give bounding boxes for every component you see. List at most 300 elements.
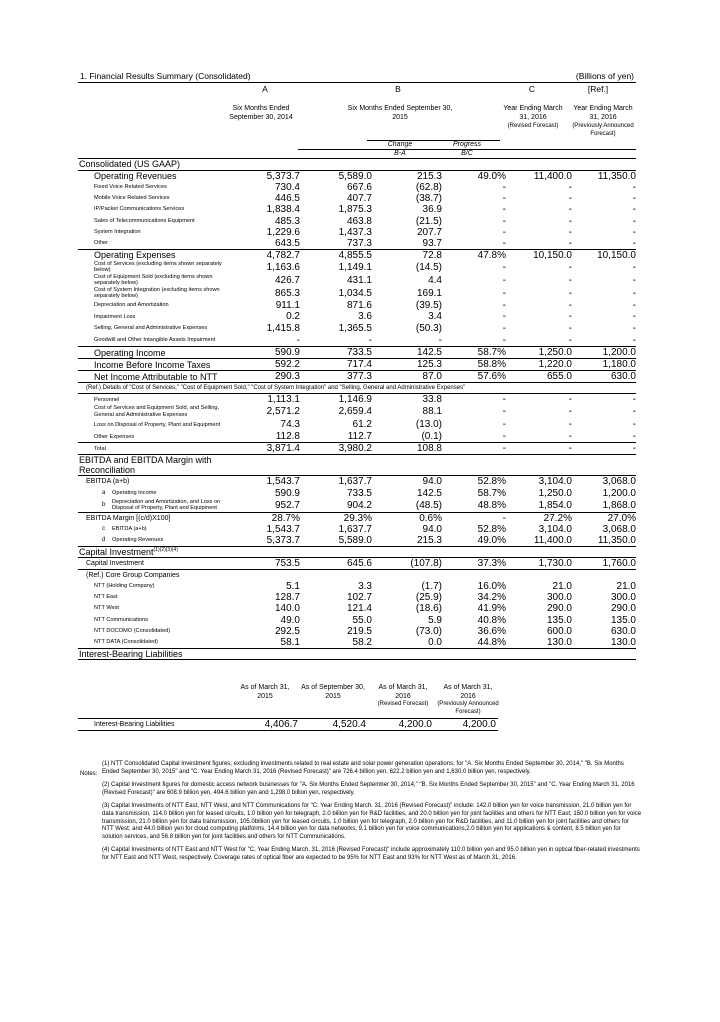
cell-value: 446.5: [274, 192, 300, 204]
ibl-col3-header: As of March 31, 2016: [378, 684, 428, 700]
cell-value: [300, 455, 372, 476]
notes-label: Notes:: [80, 771, 98, 777]
table-row: [78, 557, 636, 569]
table-row: [78, 418, 636, 431]
row-label-text: NTT (Holding Company): [94, 582, 155, 589]
cell-value: -: [568, 300, 572, 312]
cell-value: 215.3: [372, 170, 442, 182]
row-label-text: EBITDA and EBITDA Margin with Reconciliation: [79, 455, 212, 476]
cell-value: 3,068.0: [572, 476, 636, 488]
table-row: [78, 524, 636, 535]
cell-value: -: [568, 287, 572, 299]
cell-value: 3,980.2: [300, 443, 372, 455]
cell-value: 4,855.5: [300, 249, 372, 261]
cell-value: 28.7%: [226, 512, 300, 524]
cell-value: -: [502, 261, 506, 273]
row-label: [78, 592, 226, 603]
cell-value: 1,200.0: [572, 347, 636, 359]
cell-value: 219.5: [346, 625, 372, 637]
row-label: [78, 371, 226, 383]
cell-value: -: [632, 181, 636, 193]
note-item: (1) NTT Consolidated Capital Investment figures, excluding investments related to real estate and solar power generation operations, for "A. Six Months Ended September 30, 2014," "B. Six Months Ended September 30, 2015" and "C. Year Ending March 31, 2016 (Revised Forecast)" are 726.4 billion yen, 622.2 billion yen and 1,630.0 billion yen, respectively.: [102, 761, 624, 775]
row-label-text: Operating Income: [112, 489, 157, 496]
row-label: [78, 405, 226, 418]
cell-value: 4,782.7: [226, 249, 300, 261]
table-row: [78, 626, 636, 637]
cell-value: 21.0: [616, 580, 636, 592]
cell-value: -: [502, 322, 506, 334]
cell-value: 29.3%: [300, 512, 372, 524]
table-row: [78, 512, 636, 524]
cell-value: -: [502, 181, 506, 193]
cell-value: 655.0: [506, 371, 572, 383]
row-label: [78, 476, 226, 488]
cell-value: 1,637.7: [300, 476, 372, 488]
row-label: [78, 159, 226, 170]
title-divider: [78, 82, 636, 83]
row-label-text: Cost of Services and Equipment Sold, and Selling, General and Administrative Expenses: [94, 405, 219, 418]
cell-value: 169.1: [416, 287, 442, 299]
cell-value: 88.1: [422, 406, 442, 418]
cell-value: [300, 159, 372, 170]
cell-value: 37.3%: [442, 557, 506, 569]
cell-value: -: [502, 192, 506, 204]
cell-value: -: [568, 181, 572, 193]
cell-value: -: [502, 226, 506, 238]
cell-value: 1,760.0: [572, 557, 636, 569]
ibl-value-1: 4,406.7: [228, 719, 300, 731]
cell-value: -: [502, 311, 506, 323]
ibl-col2-header: As of September 30, 2015: [301, 684, 365, 700]
cell-value: 1,229.6: [266, 226, 300, 238]
row-label-text: Personnel: [94, 396, 120, 403]
cell-value: -: [632, 237, 636, 249]
row-label: [78, 524, 226, 535]
row-label: [78, 215, 226, 226]
table-row: [78, 443, 636, 455]
ibl-col1-header: As of March 31, 2015: [240, 684, 290, 700]
cell-value: (0.1): [421, 431, 442, 443]
cell-value: 49.0%: [442, 170, 506, 182]
table-row: [78, 334, 636, 347]
cell-value: 49.0%: [477, 534, 506, 546]
cell-value: 5,589.0: [338, 534, 372, 546]
row-letter: c: [102, 526, 105, 533]
cell-value: (18.6): [415, 603, 442, 615]
col-letter-b: B: [395, 84, 401, 94]
cell-value: [442, 455, 506, 476]
cell-value: 590.9: [226, 347, 300, 359]
row-label: [78, 557, 226, 569]
cell-value: (13.0): [415, 419, 442, 431]
cell-value: [442, 546, 506, 557]
cell-value: 94.0: [422, 523, 442, 535]
cell-value: (39.5): [415, 300, 442, 312]
cell-value: 135.0: [546, 614, 572, 626]
cell-value: 911.1: [275, 300, 300, 312]
financial-results-table: [78, 159, 636, 660]
cell-value: 1,637.7: [338, 523, 372, 535]
cell-value: -: [568, 226, 572, 238]
cell-value: 1,149.1: [338, 261, 372, 273]
row-label: [78, 300, 226, 311]
cell-value: 1,113.1: [267, 394, 300, 406]
cell-value: -: [632, 431, 636, 443]
cell-value: [442, 648, 506, 659]
row-label: [78, 383, 636, 394]
cell-value: 142.5: [416, 487, 442, 499]
ibl-value-2: 4,520.4: [300, 719, 368, 731]
row-label: [78, 443, 226, 455]
col-a-header: Six Months Ended September 30, 2014: [229, 105, 293, 121]
cell-value: [572, 455, 636, 476]
row-letter: d: [102, 537, 106, 544]
cell-value: 733.5: [300, 347, 372, 359]
row-label-text: Cost of Services (excluding items shown separately below): [94, 260, 222, 274]
cell-value: (25.9): [415, 591, 442, 603]
row-label-text: Operating Revenues: [112, 537, 164, 544]
cell-value: (62.8): [415, 181, 442, 193]
cell-value: 41.9%: [477, 603, 506, 615]
cell-value: [372, 648, 442, 659]
cell-value: -: [632, 334, 636, 346]
unit-label: (Billions of yen): [575, 71, 634, 81]
cell-value: 1,415.8: [266, 322, 300, 334]
row-label: [78, 512, 226, 524]
cell-value: 377.3: [300, 371, 372, 383]
cell-value: -: [632, 261, 636, 273]
row-label: [78, 311, 226, 322]
cell-value: -: [502, 287, 506, 299]
row-label-text: Operating Income: [94, 347, 166, 358]
cell-value: 3,871.4: [226, 443, 300, 455]
row-label: [78, 274, 226, 287]
table-row: [78, 487, 636, 498]
cell-value: 290.0: [610, 603, 636, 615]
table-row: [78, 535, 636, 547]
cell-value: 121.4: [346, 603, 372, 615]
cell-value: [506, 159, 572, 170]
cell-value: 292.5: [274, 625, 300, 637]
cell-value: 1,730.0: [506, 557, 572, 569]
table-row: [78, 274, 636, 287]
cell-value: 142.5: [372, 347, 442, 359]
row-label-text: Goodwill and Other Intangible Assets Impairment: [94, 336, 216, 343]
cell-value: 33.8: [422, 394, 442, 406]
table-row: [78, 476, 636, 488]
cell-value: 1,163.6: [266, 261, 300, 273]
table-row: [78, 405, 636, 418]
row-label: [78, 499, 226, 513]
row-label-text: Net Income Attributable to NTT: [94, 371, 218, 382]
cell-value: 5,373.7: [266, 534, 300, 546]
cell-value: 11,350.0: [597, 534, 636, 546]
change-header: Change: [387, 141, 413, 148]
cell-value: -: [632, 394, 636, 406]
cell-value: [226, 546, 300, 557]
row-label: [78, 431, 226, 443]
cell-value: 11,400.0: [506, 170, 572, 182]
row-label-text: (Ref.) Core Group Companies: [86, 571, 180, 579]
cell-value: 1,250.0: [506, 347, 572, 359]
cell-value: (48.5): [415, 499, 442, 511]
cell-value: 1,180.0: [572, 359, 636, 371]
ibl-value-3: 4,200.0: [368, 719, 434, 731]
cell-value: [300, 546, 372, 557]
cell-value: 904.2: [346, 499, 372, 511]
cell-value: 5,589.0: [300, 170, 372, 182]
cell-value: 737.3: [346, 237, 372, 249]
cell-value: -: [632, 215, 636, 227]
col-letter-ref: [Ref.]: [587, 84, 609, 94]
table-row: [78, 592, 636, 603]
row-label: [78, 455, 226, 476]
cell-value: [226, 569, 300, 580]
cell-value: 1,220.0: [506, 359, 572, 371]
cell-value: 717.4: [300, 359, 372, 371]
table-row: [78, 546, 636, 557]
cell-value: 11,400.0: [533, 534, 572, 546]
cell-value: 1,250.0: [538, 487, 572, 499]
row-label: [78, 626, 226, 637]
table-row: [78, 215, 636, 226]
table-row: [78, 159, 636, 170]
row-label-text: Consolidated (US GAAP): [79, 159, 181, 170]
row-label-text: Fixed Voice Related Services: [94, 183, 167, 190]
row-letter: b: [102, 501, 106, 508]
cell-value: 55.0: [352, 614, 372, 626]
table-row: [78, 287, 636, 300]
row-label-text: Capital Investment: [86, 559, 144, 567]
cell-value: -: [568, 431, 572, 443]
cell-value: 733.5: [346, 487, 372, 499]
cell-value: -: [568, 204, 572, 216]
table-row: [78, 569, 636, 580]
row-label-text: IP/Packet Communications Services: [94, 206, 185, 213]
progress-subheader: B/C: [461, 150, 473, 157]
cell-value: 36.9: [422, 204, 442, 216]
cell-value: 1,034.5: [338, 287, 372, 299]
cell-value: -: [632, 311, 636, 323]
row-label-text: Selling, General and Administrative Expenses: [94, 324, 208, 331]
row-label-text: EBITDA Margin [(c/d)X100]: [86, 514, 171, 522]
ibl-row: [78, 719, 498, 731]
cell-value: 952.7: [274, 499, 300, 511]
table-row: [78, 311, 636, 322]
row-label: [78, 347, 226, 359]
row-label: [78, 648, 226, 659]
cell-value: 140.0: [274, 603, 300, 615]
cell-value: 630.0: [572, 371, 636, 383]
cell-value: 3.6: [358, 311, 372, 323]
row-label-text: Cost of Equipment Sold (excluding items shown separately below): [94, 273, 213, 287]
cell-value: -: [442, 512, 506, 524]
cell-value: 1,365.5: [338, 322, 372, 334]
change-subheader: B-A: [394, 150, 406, 157]
cell-value: -: [568, 274, 572, 286]
cell-value: 52.8%: [477, 523, 506, 535]
cell-value: 1,543.7: [266, 523, 300, 535]
table-row: [78, 249, 636, 261]
cell-value: -: [568, 311, 572, 323]
row-label: [78, 287, 226, 300]
cell-value: (38.7): [415, 192, 442, 204]
cell-value: 290.3: [226, 371, 300, 383]
cell-value: -: [632, 419, 636, 431]
table-row: [78, 359, 636, 371]
cell-value: 57.6%: [442, 371, 506, 383]
table-row: [78, 648, 636, 659]
cell-value: 300.0: [610, 591, 636, 603]
cell-value: -: [632, 274, 636, 286]
cell-value: -: [502, 431, 506, 443]
cell-value: 643.5: [274, 237, 300, 249]
cell-value: 3,104.0: [506, 476, 572, 488]
row-label-text: Depreciation and Amortization, and Loss on Disposal of Property, Plant and Equipment: [112, 498, 221, 512]
row-label: [78, 238, 226, 250]
cell-value: (21.5): [415, 215, 442, 227]
row-label: [78, 261, 226, 274]
cell-value: -: [568, 394, 572, 406]
cell-value: 753.5: [226, 557, 300, 569]
cell-value: 93.7: [422, 237, 442, 249]
table-row: [78, 204, 636, 215]
table-row: [78, 170, 636, 182]
cell-value: -: [502, 274, 506, 286]
cell-value: 108.8: [372, 443, 442, 455]
cell-value: 592.2: [226, 359, 300, 371]
col-c-subheader: (Revised Forecast): [507, 123, 559, 129]
row-label-text: Sales of Telecommunications Equipment: [94, 217, 195, 224]
cell-value: (14.5): [415, 261, 442, 273]
table-row: [78, 455, 636, 476]
cell-value: -: [568, 237, 572, 249]
cell-value: 87.0: [372, 371, 442, 383]
cell-value: [442, 159, 506, 170]
cell-value: -: [568, 419, 572, 431]
cell-value: [226, 159, 300, 170]
cell-value: 2,659.4: [338, 406, 372, 418]
table-row: [78, 261, 636, 274]
row-label-text: NTT DOCOMO (Consolidated): [94, 628, 171, 635]
cell-value: -: [632, 406, 636, 418]
cell-value: -: [568, 322, 572, 334]
cell-value: 34.2%: [477, 591, 506, 603]
cell-value: 590.9: [274, 487, 300, 499]
cell-value: 290.0: [546, 603, 572, 615]
row-label: [78, 614, 226, 625]
cell-value: [506, 569, 572, 580]
col-ref-subheader: (Previously Announced Forecast): [572, 123, 634, 137]
ibl-col3-subheader: (Revised Forecast): [377, 701, 429, 707]
cell-value: 10,150.0: [572, 249, 636, 261]
row-label: [78, 204, 226, 215]
cell-value: 5.1: [286, 580, 300, 592]
cell-value: -: [568, 334, 572, 346]
cell-value: 130.0: [506, 637, 572, 649]
cell-value: 1,854.0: [538, 499, 572, 511]
cell-value: 61.2: [352, 419, 372, 431]
cell-value: -: [568, 261, 572, 273]
cell-value: 1,200.0: [602, 487, 636, 499]
table-row: [78, 227, 636, 238]
row-label: [78, 580, 226, 591]
row-label-text: Other: [94, 240, 108, 247]
cell-value: 125.3: [372, 359, 442, 371]
cell-value: [442, 569, 506, 580]
cell-value: (107.8): [372, 557, 442, 569]
cell-value: -: [502, 215, 506, 227]
cell-value: 130.0: [572, 637, 636, 649]
cell-value: 58.1: [226, 637, 300, 649]
row-label-text: Impairment Loss: [94, 313, 136, 320]
cell-value: 36.6%: [477, 625, 506, 637]
table-row: [78, 603, 636, 614]
row-label-text: Interest-Bearing Liabilities: [79, 648, 183, 659]
cell-value: 1,146.9: [338, 394, 372, 406]
cell-value: -: [296, 334, 300, 346]
cell-value: [226, 648, 300, 659]
row-label-text: Loss on Disposal of Property, Plant and Equipment: [94, 421, 221, 428]
cell-value: 407.7: [346, 192, 372, 204]
cell-value: 58.7%: [442, 347, 506, 359]
cell-value: -: [502, 394, 506, 406]
row-label-text: NTT West: [94, 605, 119, 612]
cell-value: [506, 648, 572, 659]
cell-value: -: [632, 226, 636, 238]
cell-value: 1,437.3: [338, 226, 372, 238]
cell-value: 48.8%: [477, 499, 506, 511]
cell-value: 463.8: [346, 215, 372, 227]
row-label-text: Income Before Income Taxes: [94, 359, 211, 370]
cell-value: -: [502, 204, 506, 216]
cell-value: -: [502, 237, 506, 249]
cell-value: 0.2: [286, 311, 300, 323]
row-label: [78, 249, 226, 261]
cell-value: 112.7: [347, 431, 372, 443]
cell-value: [372, 159, 442, 170]
row-label: [78, 637, 226, 649]
cell-value: -: [438, 334, 442, 346]
cell-value: -: [632, 322, 636, 334]
row-label: [78, 182, 226, 193]
cell-value: 215.3: [416, 534, 442, 546]
table-row: [78, 614, 636, 625]
cell-value: 871.6: [346, 300, 372, 312]
row-label-text: Operating Expenses: [94, 250, 176, 261]
cell-value: -: [502, 334, 506, 346]
cell-value: 44.8%: [442, 637, 506, 649]
cell-value: 300.0: [546, 591, 572, 603]
cell-value: [372, 546, 442, 557]
row-label-text: EBITDA (a+b): [86, 478, 130, 486]
row-label: [78, 546, 226, 557]
ibl-value-4: 4,200.0: [434, 719, 498, 731]
cell-value: [572, 648, 636, 659]
row-label-text: Depreciation and Amortization: [94, 302, 169, 309]
row-label: [78, 535, 226, 547]
cell-value: 3.3: [358, 580, 372, 592]
cell-value: -: [502, 406, 506, 418]
cell-value: -: [442, 443, 506, 455]
progress-header: Progress: [452, 141, 481, 148]
cell-value: 426.7: [274, 274, 300, 286]
cell-value: 630.0: [610, 625, 636, 637]
cell-value: 10,150.0: [506, 249, 572, 261]
cell-value: 27.2%: [506, 512, 572, 524]
cell-value: -: [632, 287, 636, 299]
cell-value: 2,571.2: [266, 406, 300, 418]
